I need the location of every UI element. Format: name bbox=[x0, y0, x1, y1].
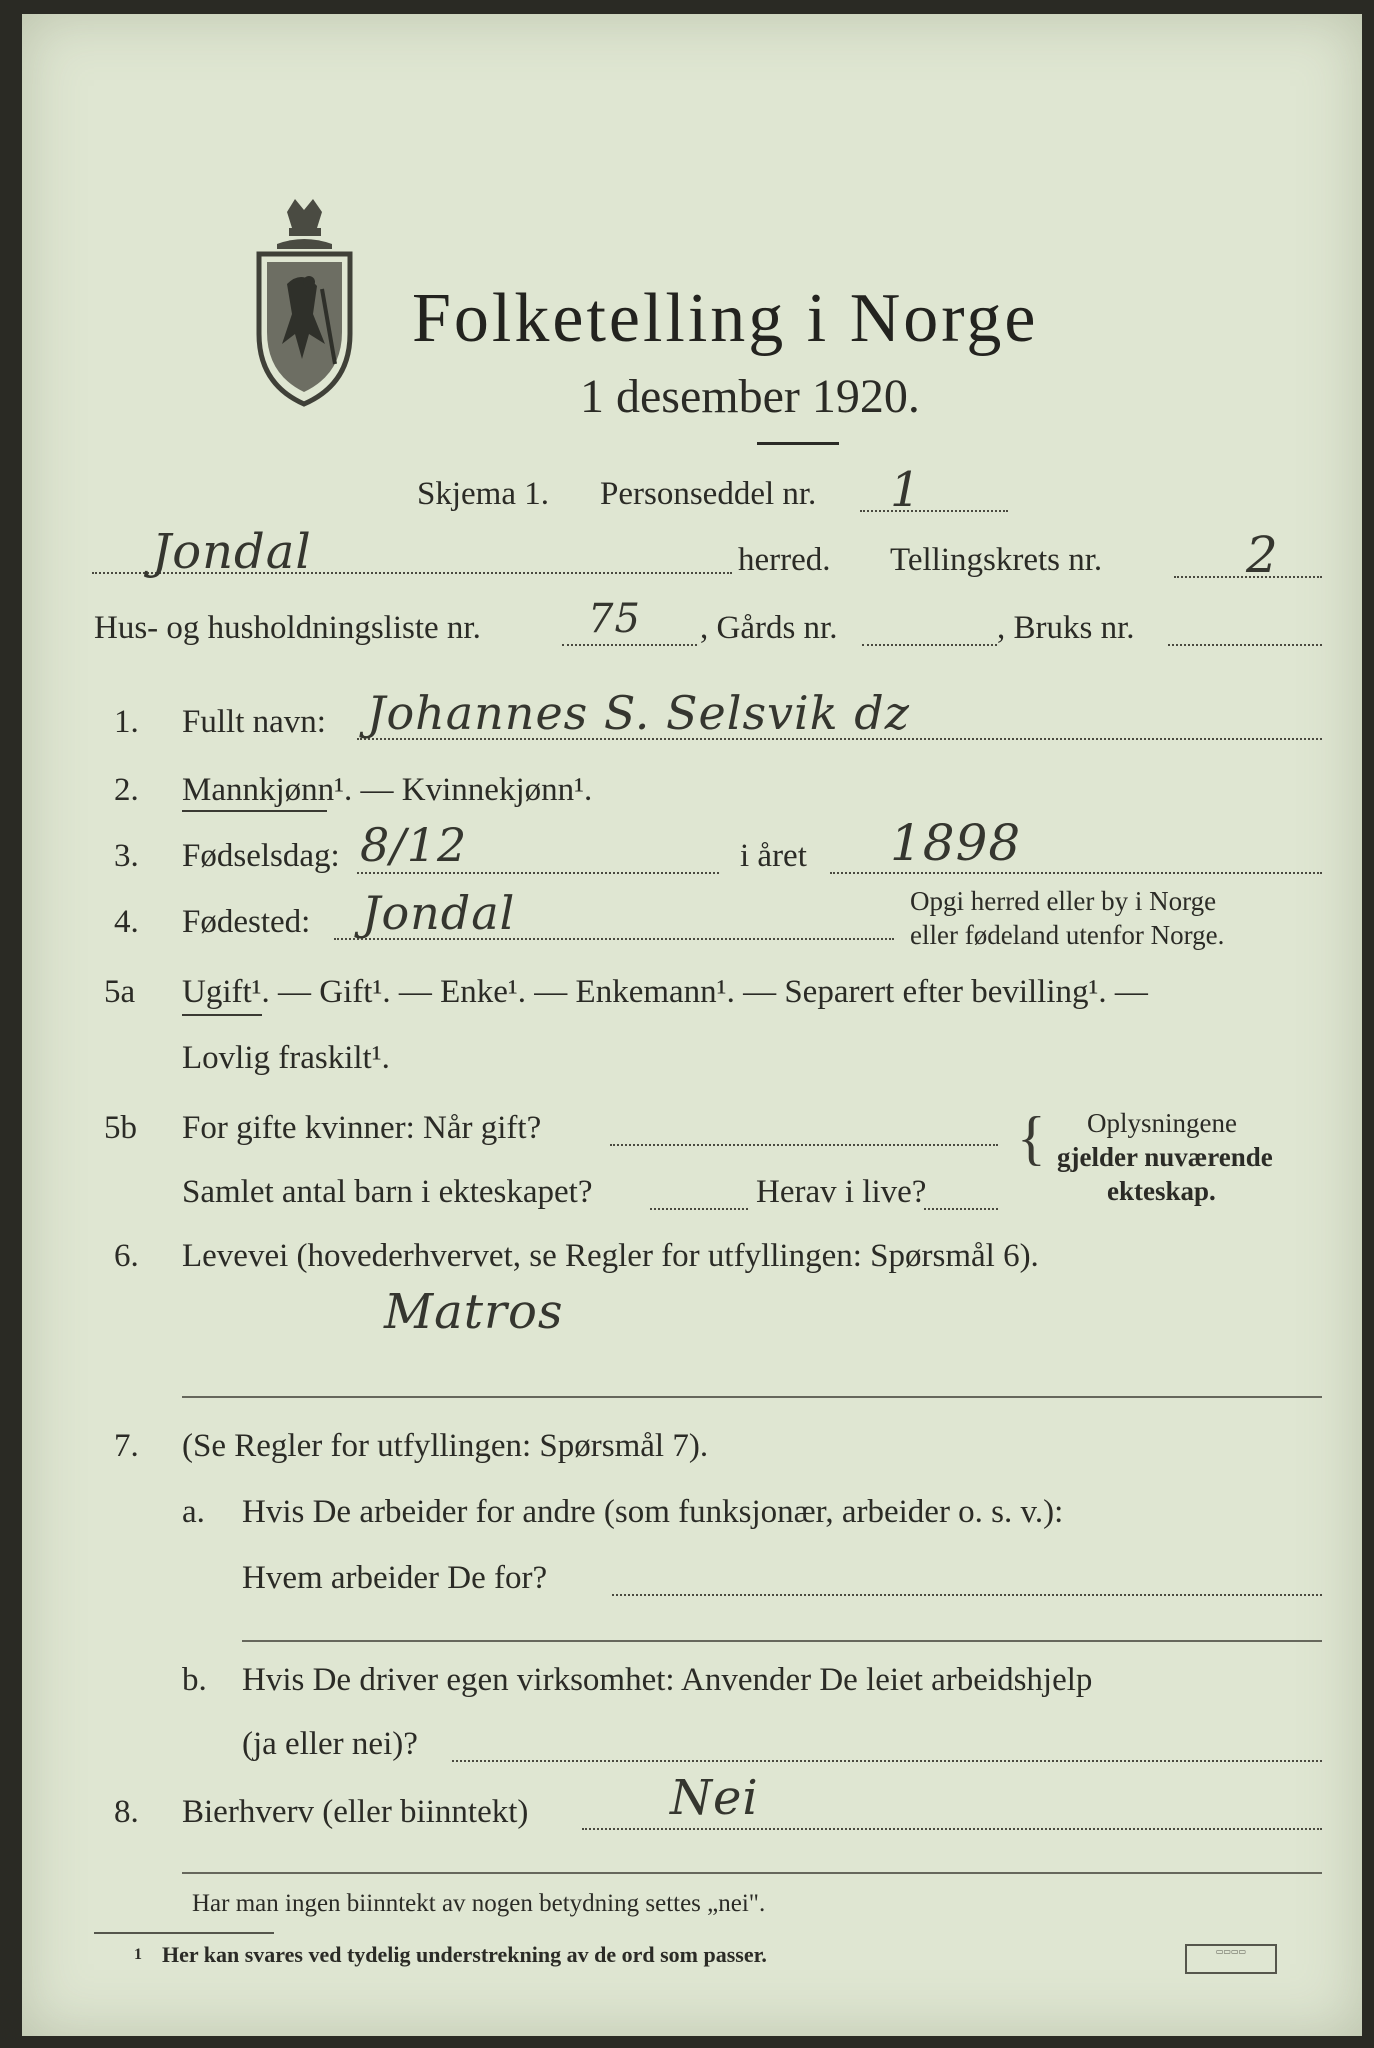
q3-number: 3. bbox=[114, 838, 139, 874]
employer-line bbox=[612, 1594, 1322, 1596]
census-form-page bbox=[22, 14, 1362, 2036]
q7a-question: Hvis De arbeider for andre (som funksjonær, arbeider o. s. v.): bbox=[242, 1494, 1064, 1530]
occupation-extra-line bbox=[182, 1396, 1322, 1398]
q7b-letter: b. bbox=[182, 1662, 207, 1698]
birth-year-label: i året bbox=[740, 838, 807, 874]
birthdate-label: Fødselsdag: bbox=[182, 838, 340, 874]
footnote-rule bbox=[94, 1932, 274, 1934]
hired-help-line bbox=[452, 1760, 1322, 1762]
q1-number: 1. bbox=[114, 704, 139, 740]
gards-line bbox=[862, 644, 997, 646]
employer-extra-line bbox=[242, 1640, 1322, 1642]
q7-number: 7. bbox=[114, 1428, 139, 1464]
employer-label: Hvem arbeider De for? bbox=[242, 1560, 548, 1596]
tellingskrets-value[interactable]: 2 bbox=[1246, 526, 1279, 584]
q7b-question: Hvis De driver egen virksomhet: Anvender De leiet arbeidshjelp bbox=[242, 1662, 1093, 1698]
bruks-line bbox=[1168, 644, 1322, 646]
children-count-label: Samlet antal barn i ekteskapet? bbox=[182, 1174, 593, 1210]
birthdate-value[interactable]: 8/12 bbox=[360, 818, 468, 872]
marital-underline-mark bbox=[182, 1014, 262, 1016]
q6-number: 6. bbox=[114, 1238, 139, 1274]
side-income-extra-line bbox=[182, 1872, 1322, 1874]
personseddel-value[interactable]: 1 bbox=[890, 462, 922, 518]
nei-instruction: Har man ingen biinntekt av nogen betydning settes „nei". bbox=[192, 1890, 766, 1917]
occupation-label: Levevei (hovederhvervet, se Regler for utfyllingen: Spørsmål 6). bbox=[182, 1238, 1039, 1274]
tellingskrets-label: Tellingskrets nr. bbox=[890, 542, 1103, 578]
full-name-value[interactable]: Johannes S. Selsvik dz bbox=[367, 686, 910, 740]
sex-underline-mark bbox=[182, 810, 327, 812]
birthdate-line bbox=[357, 872, 719, 874]
side-income-value[interactable]: Nei bbox=[670, 1770, 759, 1826]
bruks-label: , Bruks nr. bbox=[997, 610, 1135, 646]
children-alive-label: Herav i live? bbox=[756, 1174, 927, 1210]
skjema-label: Skjema 1. bbox=[417, 476, 549, 512]
q4-number: 4. bbox=[114, 904, 139, 940]
hus-value[interactable]: 75 bbox=[588, 596, 641, 642]
children-alive-line bbox=[924, 1208, 998, 1210]
q7-label: (Se Regler for utfyllingen: Spørsmål 7). bbox=[182, 1428, 709, 1464]
brace-icon: { bbox=[1017, 1105, 1046, 1171]
children-count-line bbox=[650, 1208, 748, 1210]
q2-number: 2. bbox=[114, 772, 139, 808]
marriage-date-line bbox=[610, 1144, 998, 1146]
gards-label: , Gårds nr. bbox=[700, 610, 838, 646]
q7a-letter: a. bbox=[182, 1494, 205, 1530]
sex-options: Mannkjønn¹. — Kvinnekjønn¹. bbox=[182, 772, 593, 808]
norway-coat-of-arms-icon bbox=[247, 194, 362, 414]
birthplace-label: Fødested: bbox=[182, 904, 311, 940]
married-women-label: For gifte kvinner: Når gift? bbox=[182, 1110, 542, 1146]
full-name-label: Fullt navn: bbox=[182, 704, 326, 740]
hired-help-label: (ja eller nei)? bbox=[242, 1726, 418, 1762]
birthplace-note-line2: eller fødeland utenfor Norge. bbox=[910, 920, 1225, 950]
birthplace-note-line1: Opgi herred eller by i Norge bbox=[910, 886, 1217, 916]
side-income-line bbox=[582, 1828, 1322, 1830]
footnote-text: Her kan svares ved tydelig understrekning av de ord som passer. bbox=[162, 1942, 767, 1967]
herred-label: herred. bbox=[738, 542, 831, 578]
q5a-number: 5a bbox=[104, 974, 136, 1010]
hus-label: Hus- og husholdningsliste nr. bbox=[94, 610, 481, 646]
printer-stamp: ▭▭▭▭ bbox=[1185, 1944, 1277, 1974]
q8-number: 8. bbox=[114, 1794, 139, 1830]
personseddel-line bbox=[860, 510, 1008, 512]
personseddel-label: Personseddel nr. bbox=[600, 476, 817, 512]
q5b-number: 5b bbox=[104, 1110, 137, 1146]
form-title: Folketelling i Norge bbox=[412, 280, 1039, 357]
marriage-note-line2: gjelder nuværende bbox=[1057, 1142, 1273, 1172]
side-income-label: Bierhverv (eller biinntekt) bbox=[182, 1794, 529, 1830]
marriage-note-line1: Oplysningene bbox=[1087, 1108, 1237, 1138]
divorced-option: Lovlig fraskilt¹. bbox=[182, 1040, 390, 1076]
title-divider bbox=[757, 442, 839, 445]
birth-year-line bbox=[830, 872, 1322, 874]
hus-line bbox=[562, 644, 697, 646]
marital-status-options: Ugift¹. — Gift¹. — Enke¹. — Enkemann¹. — Separert efter bevilling¹. — bbox=[182, 974, 1148, 1010]
occupation-value[interactable]: Matros bbox=[384, 1284, 564, 1340]
marriage-note-line3: ekteskap. bbox=[1107, 1176, 1216, 1206]
birthplace-value[interactable]: Jondal bbox=[362, 886, 516, 940]
census-date: 1 desember 1920. bbox=[580, 370, 920, 423]
herred-value[interactable]: Jondal bbox=[152, 524, 312, 580]
footnote-marker: 1 bbox=[134, 1946, 142, 1963]
birth-year-value[interactable]: 1898 bbox=[890, 814, 1022, 872]
